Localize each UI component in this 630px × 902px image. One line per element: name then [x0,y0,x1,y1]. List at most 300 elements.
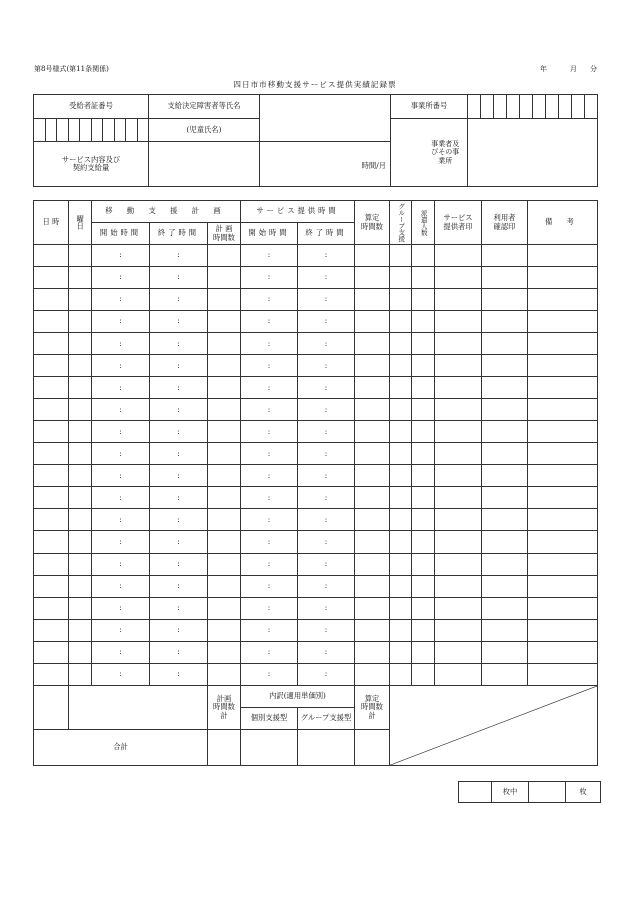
weekday-field[interactable] [69,289,92,311]
plan-end-field[interactable]: : [150,267,208,289]
user-seal-field[interactable] [482,487,528,509]
remarks-field[interactable] [528,399,598,421]
service-start-field[interactable]: : [241,487,298,509]
remarks-field[interactable] [528,421,598,443]
service-start-field[interactable]: : [241,553,298,575]
service-end-field[interactable]: : [298,509,355,531]
plan-end-field[interactable]: : [150,619,208,641]
group-support-field[interactable] [390,245,412,267]
service-start-field[interactable]: : [241,531,298,553]
summary-individual-field[interactable] [241,729,298,765]
user-seal-field[interactable] [482,553,528,575]
table-row [34,575,598,597]
plan-start-field[interactable]: : [92,333,150,355]
date-field[interactable] [34,311,69,333]
user-seal-field[interactable] [482,619,528,641]
group-support-field[interactable] [390,663,412,685]
service-end-field[interactable]: : [298,641,355,663]
group-support-field[interactable] [390,267,412,289]
table-row [34,663,598,685]
date-field[interactable] [34,597,69,619]
calc-hours-field[interactable] [355,465,390,487]
dispatch-count-field[interactable] [412,641,435,663]
date-field[interactable] [34,619,69,641]
summary-group-label: グループ支援型 [298,707,355,729]
service-start-field[interactable]: : [241,509,298,531]
plan-start-field[interactable]: : [92,663,150,685]
table-row [34,267,598,289]
remarks-field[interactable] [528,289,598,311]
date-field[interactable] [34,289,69,311]
dispatch-count-field[interactable] [412,267,435,289]
weekday-field[interactable] [69,597,92,619]
service-end-field[interactable]: : [298,289,355,311]
plan-hours-field[interactable] [208,399,241,421]
service-end-field[interactable]: : [298,465,355,487]
dispatch-count-field[interactable] [412,531,435,553]
group-support-field[interactable] [390,421,412,443]
service-end-field[interactable]: : [298,619,355,641]
weekday-field[interactable] [69,245,92,267]
group-support-field[interactable] [390,355,412,377]
user-seal-field[interactable] [482,267,528,289]
plan-start-field[interactable]: : [92,267,150,289]
service-start-field[interactable]: : [241,333,298,355]
calc-hours-field[interactable] [355,619,390,641]
plan-end-field[interactable]: : [150,421,208,443]
group-support-field[interactable] [390,289,412,311]
plan-end-field[interactable]: : [150,377,208,399]
service-end-field[interactable]: : [298,531,355,553]
calc-hours-field[interactable] [355,399,390,421]
weekday-field[interactable] [69,531,92,553]
plan-start-field[interactable]: : [92,443,150,465]
form-number: 第8号様式(第11条関係) [34,65,109,73]
provider-seal-field[interactable] [435,355,482,377]
group-support-field[interactable] [390,531,412,553]
date-field[interactable] [34,641,69,663]
user-seal-field[interactable] [482,531,528,553]
date-field[interactable] [34,663,69,685]
date-field[interactable] [34,465,69,487]
service-end-field[interactable]: : [298,663,355,685]
summary-blank-2 [69,685,208,729]
plan-start-field[interactable]: : [92,575,150,597]
dispatch-count-field[interactable] [412,619,435,641]
service-end-field[interactable]: : [298,553,355,575]
provider-seal-field[interactable] [435,619,482,641]
plan-hours-field[interactable] [208,443,241,465]
plan-hours-field[interactable] [208,509,241,531]
dispatch-count-field[interactable] [412,553,435,575]
remarks-field[interactable] [528,509,598,531]
plan-hours-field[interactable] [208,421,241,443]
service-start-field[interactable]: : [241,465,298,487]
plan-end-field[interactable]: : [150,465,208,487]
weekday-field[interactable] [69,575,92,597]
plan-hours-field[interactable] [208,531,241,553]
business-spacer [391,119,424,187]
date-month: 月 [570,65,577,73]
group-support-field[interactable] [390,311,412,333]
plan-hours-field[interactable] [208,575,241,597]
plan-end-field[interactable]: : [150,399,208,421]
col-plan-start: 開始時間 [92,223,150,245]
calc-hours-field[interactable] [355,509,390,531]
calc-hours-field[interactable] [355,267,390,289]
remarks-field[interactable] [528,311,598,333]
plan-start-field[interactable]: : [92,641,150,663]
remarks-field[interactable] [528,619,598,641]
plan-start-field[interactable]: : [92,531,150,553]
provider-seal-field[interactable] [435,377,482,399]
plan-start-field[interactable]: : [92,245,150,267]
summary-plan-hours-label: 計画 時間数 計 [208,685,241,729]
service-end-field[interactable]: : [298,575,355,597]
plan-hours-field[interactable] [208,487,241,509]
provider-seal-field[interactable] [435,245,482,267]
col-user-seal: 利用者 確認印 [482,201,528,245]
plan-end-field[interactable]: : [150,553,208,575]
service-end-field[interactable]: : [298,487,355,509]
summary-calc-hours-field[interactable] [355,729,390,765]
table-row [34,377,598,399]
recipient-number-field[interactable] [34,119,149,142]
user-seal-field[interactable] [482,575,528,597]
service-start-field[interactable]: : [241,377,298,399]
user-seal-field[interactable] [482,597,528,619]
service-start-field[interactable]: : [241,421,298,443]
provider-seal-field[interactable] [435,465,482,487]
group-support-field[interactable] [390,487,412,509]
service-end-field[interactable]: : [298,333,355,355]
dispatch-count-field[interactable] [412,245,435,267]
date-field[interactable] [34,399,69,421]
remarks-field[interactable] [528,245,598,267]
provider-seal-field[interactable] [435,421,482,443]
plan-hours-field[interactable] [208,245,241,267]
sheet-total-field[interactable] [529,782,566,803]
child-name-label: (児童氏名) [149,119,260,142]
calc-hours-field[interactable] [355,597,390,619]
plan-end-field[interactable]: : [150,575,208,597]
date-field[interactable] [34,377,69,399]
service-end-field[interactable]: : [298,399,355,421]
group-support-field[interactable] [390,619,412,641]
provider-seal-field[interactable] [435,509,482,531]
calc-hours-field[interactable] [355,289,390,311]
remarks-field[interactable] [528,663,598,685]
calc-hours-field[interactable] [355,245,390,267]
decision-holder-label: 支給決定障害者等氏名 [149,95,260,119]
plan-end-field[interactable]: : [150,509,208,531]
weekday-field[interactable] [69,311,92,333]
service-end-field[interactable]: : [298,597,355,619]
col-service-start: 開始時間 [241,223,298,245]
date-field[interactable] [34,421,69,443]
plan-end-field[interactable]: : [150,597,208,619]
dispatch-count-field[interactable] [412,289,435,311]
calc-hours-field[interactable] [355,443,390,465]
group-support-field[interactable] [390,377,412,399]
calc-hours-field[interactable] [355,553,390,575]
plan-start-field[interactable]: : [92,377,150,399]
office-number-field[interactable] [468,95,598,119]
weekday-field[interactable] [69,333,92,355]
plan-start-field[interactable]: : [92,553,150,575]
dispatch-count-field[interactable] [412,597,435,619]
weekday-field[interactable] [69,641,92,663]
weekday-field[interactable] [69,355,92,377]
group-support-field[interactable] [390,641,412,663]
service-end-field[interactable]: : [298,443,355,465]
provider-seal-field[interactable] [435,597,482,619]
remarks-field[interactable] [528,465,598,487]
weekday-field[interactable] [69,509,92,531]
date-field[interactable] [34,553,69,575]
plan-hours-field[interactable] [208,597,241,619]
service-start-field[interactable]: : [241,619,298,641]
service-start-field[interactable]: : [241,597,298,619]
plan-start-field[interactable]: : [92,465,150,487]
calc-hours-field[interactable] [355,641,390,663]
dispatch-count-field[interactable] [412,421,435,443]
holder-name-field[interactable] [260,95,391,142]
service-end-field[interactable]: : [298,355,355,377]
service-start-field[interactable]: : [241,663,298,685]
group-support-field[interactable] [390,553,412,575]
user-seal-field[interactable] [482,399,528,421]
service-start-field[interactable]: : [241,575,298,597]
calc-hours-field[interactable] [355,421,390,443]
col-provider-seal: サービス 提供者印 [435,201,482,245]
dispatch-count-field[interactable] [412,487,435,509]
dispatch-count-field[interactable] [412,465,435,487]
user-seal-field[interactable] [482,641,528,663]
plan-hours-field[interactable] [208,619,241,641]
summary-blank [34,685,69,729]
plan-hours-field[interactable] [208,641,241,663]
col-date: 日 時 [34,201,69,245]
dispatch-count-field[interactable] [412,377,435,399]
service-start-field[interactable]: : [241,399,298,421]
plan-hours-field[interactable] [208,333,241,355]
user-seal-field[interactable] [482,333,528,355]
user-seal-field[interactable] [482,289,528,311]
remarks-field[interactable] [528,575,598,597]
service-end-field[interactable]: : [298,267,355,289]
provider-seal-field[interactable] [435,289,482,311]
plan-end-field[interactable]: : [150,355,208,377]
user-seal-field[interactable] [482,355,528,377]
calc-hours-field[interactable] [355,487,390,509]
dispatch-count-field[interactable] [412,663,435,685]
provider-seal-field[interactable] [435,487,482,509]
remarks-field[interactable] [528,487,598,509]
provider-seal-field[interactable] [435,333,482,355]
date-field[interactable] [34,531,69,553]
weekday-field[interactable] [69,487,92,509]
table-row [34,531,598,553]
plan-hours-field[interactable] [208,465,241,487]
remarks-field[interactable] [528,597,598,619]
remarks-field[interactable] [528,333,598,355]
service-start-field[interactable]: : [241,641,298,663]
group-support-field[interactable] [390,333,412,355]
plan-start-field[interactable]: : [92,509,150,531]
plan-end-field[interactable]: : [150,245,208,267]
date-field[interactable] [34,355,69,377]
calc-hours-field[interactable] [355,575,390,597]
plan-hours-field[interactable] [208,289,241,311]
summary-breakdown-label: 内訳(適用単価別) [241,685,355,707]
page-title: 四日市市移動支援サービス提供実績記録票 [233,80,397,89]
group-support-field[interactable] [390,399,412,421]
date-field[interactable] [34,575,69,597]
plan-hours-field[interactable] [208,311,241,333]
user-seal-field[interactable] [482,421,528,443]
weekday-field[interactable] [69,267,92,289]
date-field[interactable] [34,487,69,509]
remarks-field[interactable] [528,267,598,289]
calc-hours-field[interactable] [355,333,390,355]
calc-hours-field[interactable] [355,531,390,553]
plan-start-field[interactable]: : [92,355,150,377]
summary-plan-hours-field[interactable] [208,729,241,765]
service-start-field[interactable]: : [241,289,298,311]
user-seal-field[interactable] [482,663,528,685]
remarks-field[interactable] [528,531,598,553]
provider-seal-field[interactable] [435,531,482,553]
plan-hours-field[interactable] [208,553,241,575]
provider-seal-field[interactable] [435,267,482,289]
plan-end-field[interactable]: : [150,289,208,311]
sheet-of-label: 枚中 [492,782,529,803]
date-field[interactable] [34,333,69,355]
dispatch-count-field[interactable] [412,443,435,465]
sheet-label: 枚 [566,782,601,803]
plan-start-field[interactable]: : [92,619,150,641]
weekday-field[interactable] [69,421,92,443]
dispatch-count-field[interactable] [412,509,435,531]
remarks-field[interactable] [528,641,598,663]
plan-end-field[interactable]: : [150,487,208,509]
plan-hours-field[interactable] [208,267,241,289]
dispatch-count-field[interactable] [412,333,435,355]
user-seal-field[interactable] [482,245,528,267]
plan-start-field[interactable]: : [92,487,150,509]
group-support-field[interactable] [390,443,412,465]
weekday-field[interactable] [69,465,92,487]
date-field[interactable] [34,509,69,531]
service-end-field[interactable]: : [298,245,355,267]
calc-hours-field[interactable] [355,663,390,685]
date-field[interactable] [34,245,69,267]
service-content-field[interactable] [149,142,260,187]
provider-seal-field[interactable] [435,553,482,575]
business-name-field[interactable] [468,119,598,187]
remarks-field[interactable] [528,553,598,575]
table-row [34,289,598,311]
sheet-current-field[interactable] [459,782,492,803]
user-seal-field[interactable] [482,465,528,487]
weekday-field[interactable] [69,553,92,575]
provider-seal-field[interactable] [435,641,482,663]
plan-start-field[interactable]: : [92,597,150,619]
plan-hours-field[interactable] [208,355,241,377]
table-row [34,355,598,377]
calc-hours-field[interactable] [355,377,390,399]
service-start-field[interactable]: : [241,245,298,267]
service-end-field[interactable]: : [298,421,355,443]
group-support-field[interactable] [390,465,412,487]
dispatch-count-field[interactable] [412,311,435,333]
weekday-field[interactable] [69,663,92,685]
user-seal-field[interactable] [482,377,528,399]
office-number-label: 事業所番号 [391,95,468,119]
service-end-field[interactable]: : [298,377,355,399]
summary-group-field[interactable] [298,729,355,765]
plan-start-field[interactable]: : [92,399,150,421]
weekday-field[interactable] [69,377,92,399]
user-seal-field[interactable] [482,509,528,531]
provider-seal-field[interactable] [435,443,482,465]
user-seal-field[interactable] [482,443,528,465]
calc-hours-field[interactable] [355,311,390,333]
remarks-field[interactable] [528,355,598,377]
remarks-field[interactable] [528,377,598,399]
calc-hours-field[interactable] [355,355,390,377]
date-field[interactable] [34,267,69,289]
plan-end-field[interactable]: : [150,531,208,553]
plan-start-field[interactable]: : [92,289,150,311]
service-start-field[interactable]: : [241,311,298,333]
plan-hours-field[interactable] [208,663,241,685]
dispatch-count-field[interactable] [412,355,435,377]
plan-start-field[interactable]: : [92,421,150,443]
dispatch-count-field[interactable] [412,399,435,421]
group-support-field[interactable] [390,597,412,619]
table-row [34,619,598,641]
remarks-field[interactable] [528,443,598,465]
service-start-field[interactable]: : [241,443,298,465]
user-seal-field[interactable] [482,311,528,333]
plan-end-field[interactable]: : [150,311,208,333]
plan-end-field[interactable]: : [150,663,208,685]
table-row [34,421,598,443]
service-content-label: サービス内容及び 契約支給量 [34,142,149,187]
weekday-field[interactable] [69,619,92,641]
plan-end-field[interactable]: : [150,443,208,465]
date-field[interactable] [34,443,69,465]
provider-seal-field[interactable] [435,575,482,597]
provider-seal-field[interactable] [435,399,482,421]
plan-start-field[interactable]: : [92,311,150,333]
provider-seal-field[interactable] [435,663,482,685]
group-support-field[interactable] [390,575,412,597]
weekday-field[interactable] [69,443,92,465]
plan-hours-field[interactable] [208,377,241,399]
service-end-field[interactable]: : [298,311,355,333]
weekday-field[interactable] [69,399,92,421]
provider-seal-field[interactable] [435,311,482,333]
service-start-field[interactable]: : [241,355,298,377]
plan-end-field[interactable]: : [150,641,208,663]
service-start-field[interactable]: : [241,267,298,289]
group-support-field[interactable] [390,509,412,531]
plan-end-field[interactable]: : [150,333,208,355]
dispatch-count-field[interactable] [412,575,435,597]
